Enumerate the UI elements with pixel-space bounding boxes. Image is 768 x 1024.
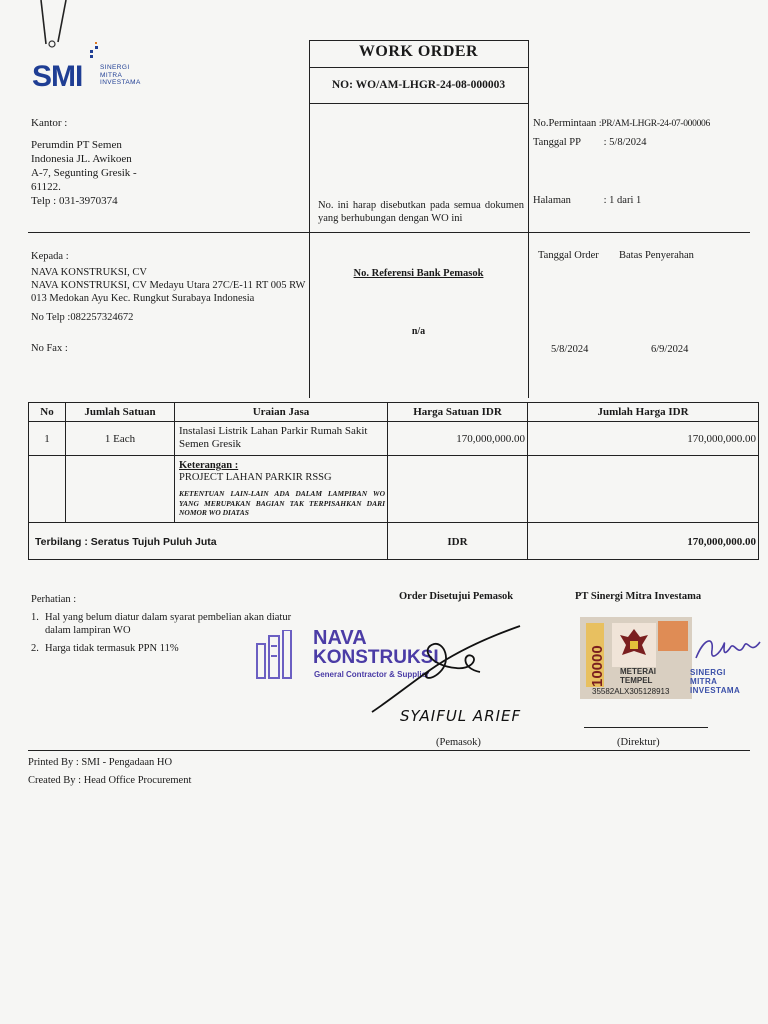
meterai-stamp [580, 617, 692, 699]
smi-stamp-sub-2: MITRA [690, 677, 718, 686]
pp-date-label: Tanggal PP [533, 137, 581, 148]
row-qty: 1 Each [104, 433, 136, 445]
stamp-name-1: NAVA [313, 627, 367, 649]
address-line-4: 61122. [31, 181, 61, 193]
lanyard-icon [38, 0, 68, 48]
pp-date-value: : 5/8/2024 [603, 137, 647, 148]
deadline-value: 6/9/2024 [651, 344, 689, 355]
col-header-no-text: No [40, 406, 54, 418]
row-desc-cell [174, 421, 388, 456]
attention-text-1: Hal yang belum diatur dalam syarat pembelian akan diatur dalam lampiran WO [45, 612, 292, 636]
meterai-label: METERAI TEMPEL [620, 667, 656, 685]
table-row [28, 421, 66, 456]
vendor-name: NAVA KONSTRUKSI, CV [31, 267, 148, 278]
col-header-total [527, 402, 759, 422]
address-line-2: Indonesia JL. Awikoen [31, 153, 132, 165]
items-table [28, 402, 759, 562]
page-info [533, 194, 641, 208]
printed-by: Printed By : SMI - Pengadaan HO [28, 757, 173, 768]
notes-unit-cell [387, 455, 528, 523]
col-header-qty-text: Jumlah Satuan [84, 406, 156, 418]
to-label: Kepada : [31, 251, 69, 262]
request-label: No.Permintaan [533, 118, 597, 129]
deadline-label: Batas Penyerahan [619, 250, 694, 261]
col-header-total-text: Jumlah Harga IDR [597, 406, 689, 418]
col-header-unit-price-text: Harga Satuan IDR [413, 406, 502, 418]
office-label: Kantor : [31, 117, 68, 129]
pp-date-info [533, 136, 647, 150]
col-header-qty [65, 402, 175, 422]
company-phone: Telp : 031-3970374 [31, 195, 118, 207]
notes-total-cell [527, 455, 759, 523]
col-header-desc-text: Uraian Jasa [252, 406, 310, 418]
notes-no-cell [28, 455, 66, 523]
notes-desc-cell [174, 455, 388, 523]
director-role: (Direktur) [617, 737, 660, 748]
order-date-value: 5/8/2024 [551, 344, 589, 355]
title-box-top [309, 40, 528, 41]
col-header-unit-price [387, 402, 528, 422]
wo-number: NO: WO/AM-LHGR-24-08-000003 [331, 79, 506, 91]
notes-label: Keterangan : [179, 460, 239, 471]
bank-ref-label: No. Referensi Bank Pemasok [353, 268, 484, 279]
stamp-tagline: General Contractor & Supplier [314, 670, 430, 679]
nava-logo-icon [255, 630, 305, 682]
header-divider-left [309, 40, 310, 398]
row-no: 1 [44, 433, 50, 445]
supplier-role: (Pemasok) [436, 737, 481, 748]
footer-divider [28, 750, 750, 751]
meterai-value: 10000 [589, 645, 606, 687]
title-box-mid [309, 67, 528, 68]
director-signature-icon [690, 628, 765, 673]
supplier-approval-label: Order Disetujui Pemasok [399, 591, 514, 602]
attention-label: Perhatian : [31, 594, 77, 605]
request-info [533, 117, 753, 131]
attention-num-1: 1. [31, 612, 39, 623]
meterai-orange-block [658, 621, 688, 651]
company-sign-label: PT Sinergi Mitra Investama [575, 591, 702, 602]
vendor-fax: No Fax : [31, 343, 68, 354]
col-header-desc [174, 402, 388, 422]
notes-terms: KETENTUAN LAIN-LAIN ADA DALAM LAMPIRAN WO YANG MERUPAKAN BAGIAN TAK TERPISAHKAN DARI NOMOR WO DIATAS [179, 489, 385, 517]
row-unit-price: 170,000,000.00 [456, 433, 525, 445]
logo-subtitle [100, 64, 141, 87]
row-desc: Instalasi Listrik Lahan Parkir Rumah Sakit Semen Gresik [179, 425, 368, 450]
meterai-serial: 35582ALX305128913 [592, 687, 670, 696]
director-sign-line [584, 727, 708, 728]
logo-sub-1: SINERGI [100, 64, 130, 71]
spelled-total: Terbilang : Seratus Tujuh Puluh Juta [35, 536, 217, 548]
smi-stamp-sub-1: SINERGI [690, 668, 726, 677]
company-logo [28, 40, 168, 100]
signer-name: SYAIFUL ARIEF [400, 707, 522, 725]
attention-num-2: 2. [31, 643, 39, 654]
vendor-address: NAVA KONSTRUKSI, CV Medayu Utara 27C/E-11 RT 005 RW 013 Medokan Ayu Kec. Rungkut Surabaya Indonesia [31, 280, 306, 304]
attention-text-2: Harga tidak termasuk PPN 11% [45, 643, 179, 654]
smi-stamp-sub-3: INVESTAMA [690, 686, 741, 695]
vendor-phone: No Telp :082257324672 [31, 312, 134, 323]
logo-text: SMI [32, 60, 83, 93]
currency: IDR [447, 536, 468, 548]
grand-total-cell [527, 522, 759, 560]
header-divider-right [528, 40, 529, 398]
company-address-block [31, 116, 171, 208]
order-date-label: Tanggal Order [538, 250, 599, 261]
title-box-bottom [309, 103, 528, 104]
col-header-no [28, 402, 66, 422]
stamp-name-2: KONSTRUKSI [313, 647, 439, 668]
grand-total: 170,000,000.00 [687, 536, 756, 548]
page-label: Halaman [533, 195, 571, 206]
vendor-block [31, 250, 306, 355]
request-value: :PR/AM-LHGR-24-07-000006 [598, 119, 710, 129]
currency-cell [387, 522, 528, 560]
logo-sub-2: MITRA [100, 71, 123, 79]
address-line-3: A-7, Segunting Gresik - [31, 167, 137, 179]
bank-ref-value: n/a [411, 326, 426, 337]
notes-qty-cell [65, 455, 175, 523]
page-value: : 1 dari 1 [603, 195, 642, 206]
supplier-signature-icon [360, 620, 530, 720]
created-by: Created By : Head Office Procurement [28, 775, 192, 786]
header-bottom-line [28, 232, 750, 233]
wo-note: No. ini harap disebutkan pada semua dokumen yang berhubungan dengan WO ini [318, 200, 524, 224]
row-total: 170,000,000.00 [687, 433, 756, 445]
lanyard-cord [38, 0, 68, 48]
address-line-1: Perumdin PT Semen [31, 139, 122, 151]
row-qty-cell [65, 421, 175, 456]
garuda-icon [612, 623, 656, 667]
notes-project: PROJECT LAHAN PARKIR RSSG [179, 472, 332, 483]
row-total-cell [527, 421, 759, 456]
spelled-total-cell [28, 522, 388, 560]
row-unit-price-cell [387, 421, 528, 456]
meterai-emblem [612, 623, 656, 667]
page-title: WORK ORDER [358, 43, 479, 60]
logo-sub-3: INVESTAMA [100, 79, 141, 86]
